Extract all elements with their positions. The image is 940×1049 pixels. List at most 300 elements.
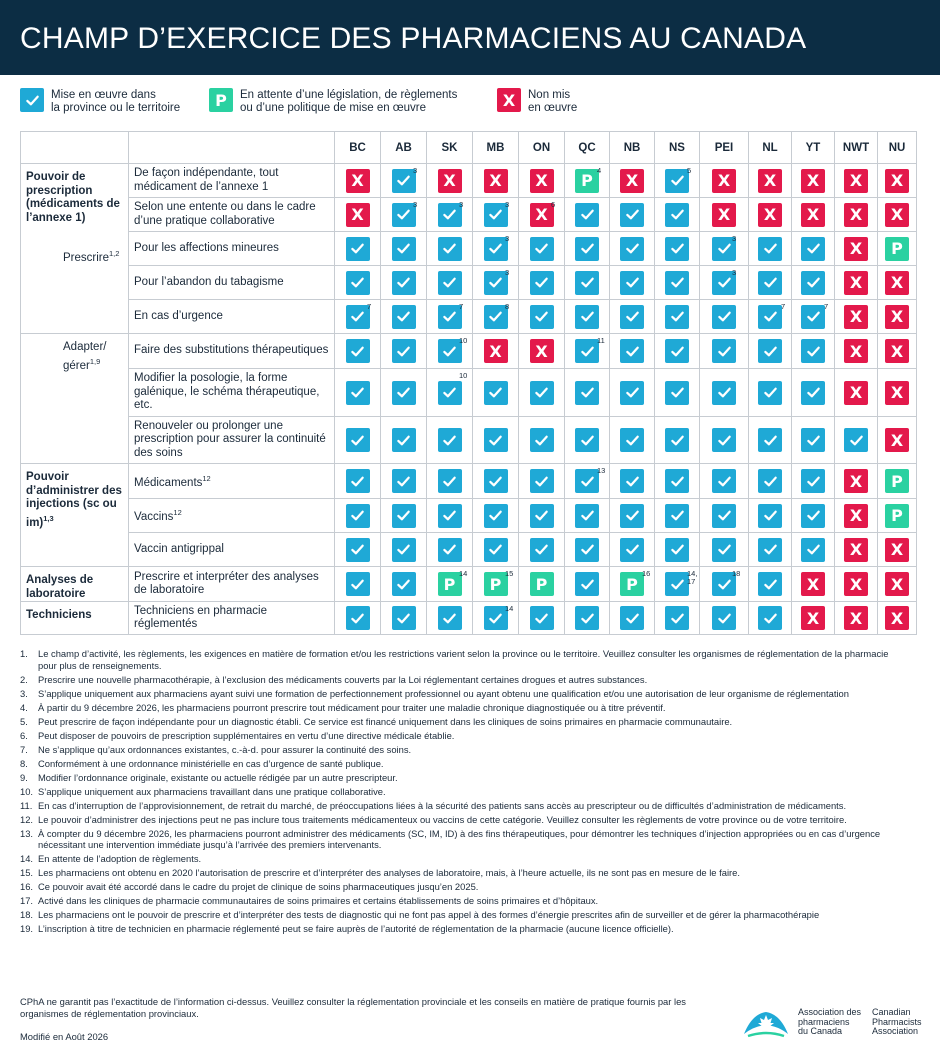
checkmark-icon — [844, 428, 868, 452]
footnote-ref: 3 — [413, 200, 418, 209]
footnote-number: 5. — [20, 715, 28, 727]
footnote-ref: 4 — [597, 166, 602, 175]
checkmark-icon — [758, 504, 782, 528]
checkmark-icon — [801, 504, 825, 528]
status-cell-pei — [700, 369, 749, 417]
x-icon: X — [844, 237, 868, 261]
status-cell-pei — [700, 232, 749, 266]
category-label: Techniciens — [26, 609, 92, 621]
x-icon: X — [844, 572, 868, 596]
footnote-number: 13. — [20, 827, 34, 839]
checkmark-icon — [665, 428, 689, 452]
status-cell-nu — [878, 602, 917, 635]
footnote-text: En attente de l’adoption de règlements. — [38, 853, 202, 864]
row-label-text: Pour les affections mineures — [134, 241, 279, 254]
status-cell-pei — [700, 164, 749, 198]
footnote-ref: 10 — [459, 336, 468, 345]
footnote-text: Prescrire une nouvelle pharmacothérapie, à l’exclusion des médicaments couverts par la Loi réglementant certaines drogues et autres substances. — [38, 673, 648, 685]
row-label — [129, 369, 335, 417]
category-label: Prescrire — [63, 251, 110, 264]
checkmark-icon — [346, 381, 370, 405]
footnote-number: 17. — [20, 895, 34, 906]
checkmark-icon — [801, 305, 825, 329]
footnote-text: Conformément à une ordonnance ministérielle en cas d’urgence de santé publique. — [38, 757, 384, 769]
status-cell-on — [519, 198, 565, 232]
status-cell-nb — [610, 300, 655, 334]
status-cell-bc — [335, 334, 381, 369]
status-cell-on — [519, 499, 565, 533]
status-cell-nwt — [835, 334, 878, 369]
modified-date: Modifié en Août 2026 — [20, 1031, 109, 1042]
footnote-ref: 3 — [732, 268, 737, 277]
checkmark-icon — [575, 469, 599, 493]
row-label-text: Renouveler ou prolonger une prescription pour assurer la continuité des soins — [134, 419, 326, 459]
x-icon: X — [885, 381, 909, 405]
checkmark-icon — [801, 381, 825, 405]
checkmark-icon — [758, 572, 782, 596]
status-cell-ns — [655, 567, 700, 602]
checkmark-icon — [620, 339, 644, 363]
table-row — [21, 334, 917, 369]
checkmark-icon — [575, 572, 599, 596]
status-cell-nwt — [835, 232, 878, 266]
footnote-item — [20, 758, 900, 770]
checkmark-icon — [484, 606, 508, 630]
row-label — [129, 567, 335, 602]
status-cell-nu — [878, 533, 917, 567]
status-cell-nb — [610, 369, 655, 417]
checkmark-icon — [801, 428, 825, 452]
checkmark-icon — [801, 339, 825, 363]
status-cell-ns — [655, 499, 700, 533]
status-cell-sk — [427, 232, 473, 266]
status-cell-nl — [749, 533, 792, 567]
footnote-number: 19. — [20, 923, 34, 934]
legend-not-implemented — [497, 88, 577, 115]
checkmark-icon — [392, 504, 416, 528]
footnote-item — [20, 772, 900, 784]
header-row — [21, 132, 917, 164]
table-row — [21, 499, 917, 533]
row-label-text: Modifier la posologie, la forme galénique, le schéma thérapeutique, etc. — [134, 372, 320, 412]
status-cell-nu — [878, 464, 917, 499]
status-cell-qc — [565, 369, 610, 417]
footnote-item — [20, 730, 900, 742]
checkmark-icon — [665, 305, 689, 329]
footnote-ref: 3 — [505, 234, 510, 243]
p-icon: P — [484, 572, 508, 596]
footnotes — [20, 648, 900, 937]
status-cell-nwt — [835, 300, 878, 334]
status-cell-yt — [792, 300, 835, 334]
footnote-item — [20, 744, 900, 756]
status-cell-nwt — [835, 417, 878, 464]
checkmark-icon — [484, 381, 508, 405]
footnote-text: Peut prescrire de façon indépendante pour un diagnostic établi. Ce service est financé uniquement dans les cliniques de soins primaires en pharmacie communautaire. — [38, 715, 733, 727]
status-cell-ab — [381, 369, 427, 417]
footnote-number: 4. — [20, 701, 28, 713]
status-cell-mb — [473, 198, 519, 232]
category-injection — [21, 464, 129, 567]
status-cell-qc — [565, 164, 610, 198]
status-cell-mb — [473, 417, 519, 464]
checkmark-icon — [665, 538, 689, 562]
checkmark-icon — [438, 302, 464, 329]
status-cell-ab — [381, 266, 427, 300]
checkmark-icon — [346, 606, 370, 630]
legend-pending-label: En attente d’une législation, de règlements ou d’une politique de mise en œuvre — [240, 89, 458, 114]
footnote-item — [20, 814, 900, 826]
status-cell-bc — [335, 369, 381, 417]
row-label — [129, 334, 335, 369]
status-cell-nb — [610, 567, 655, 602]
status-cell-yt — [792, 533, 835, 567]
status-cell-nb — [610, 464, 655, 499]
row-label — [129, 417, 335, 464]
category-technicians — [21, 602, 129, 635]
x-icon: X — [801, 169, 825, 193]
x-icon: X — [801, 203, 825, 227]
status-cell-pei — [700, 334, 749, 369]
x-icon: X — [844, 203, 868, 227]
checkmark-icon — [665, 166, 692, 193]
x-icon: X — [530, 203, 554, 227]
checkmark-icon — [712, 538, 736, 562]
table-row — [21, 567, 917, 602]
row-label-text: En cas d’urgence — [134, 309, 223, 322]
row-label — [129, 300, 335, 334]
x-icon: X — [438, 169, 462, 193]
checkmark-icon — [758, 339, 782, 363]
checkmark-icon — [712, 428, 736, 452]
checkmark-icon — [484, 268, 510, 295]
checkmark-icon — [392, 381, 416, 405]
footnote-ref: 3 — [505, 268, 510, 277]
page-title: CHAMP D’EXERCICE DES PHARMACIENS AU CANADA — [20, 22, 807, 55]
footnote-ref: 12 — [202, 473, 211, 483]
footnote-text: Modifier l’ordonnance originale, existante ou actuelle rédigée par un autre prescripteur. — [38, 771, 398, 783]
status-cell-nb — [610, 198, 655, 232]
status-cell-nl — [749, 198, 792, 232]
footnote-number: 18. — [20, 909, 34, 920]
header-nu: NU — [878, 132, 917, 164]
checkmark-icon — [438, 428, 462, 452]
checkmark-icon — [758, 606, 782, 630]
footnote-item — [20, 923, 900, 935]
category-adapt — [21, 334, 129, 464]
checkmark-icon — [346, 504, 370, 528]
checkmark-icon — [758, 237, 782, 261]
footnote-number: 10. — [20, 785, 34, 797]
status-cell-bc — [335, 417, 381, 464]
status-cell-nu — [878, 232, 917, 266]
footnote-item — [20, 674, 900, 686]
x-icon: X — [885, 305, 909, 329]
status-cell-on — [519, 300, 565, 334]
status-cell-bc — [335, 533, 381, 567]
x-icon: X — [844, 381, 868, 405]
row-label-text: Faire des substitutions thérapeutiques — [134, 344, 329, 357]
checkmark-icon — [575, 428, 599, 452]
status-cell-on — [519, 417, 565, 464]
status-cell-bc — [335, 198, 381, 232]
checkmark-icon — [438, 504, 462, 528]
status-cell-ab — [381, 464, 427, 499]
checkmark-icon — [438, 469, 462, 493]
status-cell-sk — [427, 369, 473, 417]
status-cell-mb — [473, 232, 519, 266]
header-nl: NL — [749, 132, 792, 164]
footnote-ref: 3 — [732, 234, 737, 243]
status-cell-yt — [792, 464, 835, 499]
row-label — [129, 499, 335, 533]
status-cell-pei — [700, 266, 749, 300]
status-cell-mb — [473, 602, 519, 635]
status-cell-bc — [335, 499, 381, 533]
footnote-item — [20, 853, 900, 865]
status-cell-sk — [427, 417, 473, 464]
status-cell-nwt — [835, 164, 878, 198]
status-cell-nl — [749, 499, 792, 533]
status-cell-qc — [565, 198, 610, 232]
checkmark-icon — [530, 271, 554, 295]
footnote-ref: 5 — [687, 166, 692, 175]
x-icon: X — [844, 504, 868, 528]
footnote-number: 11. — [20, 799, 33, 811]
status-cell-sk — [427, 567, 473, 602]
p-icon: P — [885, 237, 909, 261]
checkmark-icon — [575, 271, 599, 295]
x-icon: X — [885, 203, 909, 227]
checkmark-icon — [438, 538, 462, 562]
checkmark-icon — [392, 428, 416, 452]
status-cell-ns — [655, 334, 700, 369]
checkmark-icon — [392, 572, 416, 596]
footnote-item — [20, 716, 900, 728]
header-blank — [129, 132, 335, 164]
x-icon: X — [758, 203, 782, 227]
checkmark-icon — [620, 606, 644, 630]
status-cell-on — [519, 369, 565, 417]
x-icon: X — [346, 169, 370, 193]
status-cell-nwt — [835, 533, 878, 567]
checkmark-icon — [665, 606, 689, 630]
p-icon: P — [885, 469, 909, 493]
table-row — [21, 232, 917, 266]
footnote-number: 9. — [20, 771, 28, 783]
status-cell-ab — [381, 198, 427, 232]
x-icon: X — [712, 169, 736, 193]
p-icon: P — [530, 572, 554, 596]
checkmark-icon — [758, 305, 782, 329]
logo-text-fr: Association des pharmaciens du Canada — [798, 1007, 862, 1036]
legend-implemented-label: Mise en œuvre dans la province ou le territoire — [51, 89, 181, 114]
checkmark-icon — [392, 606, 416, 630]
header-pei: PEI — [700, 132, 749, 164]
header-on: ON — [519, 132, 565, 164]
footnote-ref: 7 — [781, 302, 786, 311]
checkmark-icon — [392, 469, 416, 493]
table-row — [21, 602, 917, 635]
status-cell-bc — [335, 464, 381, 499]
footnote-ref: 1,3 — [43, 513, 54, 523]
checkmark-icon — [620, 237, 644, 261]
status-cell-ab — [381, 567, 427, 602]
status-cell-qc — [565, 417, 610, 464]
checkmark-icon — [346, 469, 370, 493]
x-icon: X — [530, 169, 554, 193]
checkmark-icon — [484, 428, 508, 452]
x-icon: X — [844, 606, 868, 630]
checkmark-icon — [620, 203, 644, 227]
footnote-ref: 6 — [551, 200, 556, 209]
row-label-text: Vaccin antigrippal — [134, 542, 224, 555]
status-cell-on — [519, 567, 565, 602]
cpha-logo — [742, 1008, 922, 1042]
status-cell-ns — [655, 164, 700, 198]
status-cell-nl — [749, 300, 792, 334]
status-cell-pei — [700, 499, 749, 533]
checkmark-icon — [665, 237, 689, 261]
checkmark-icon — [801, 237, 825, 261]
checkmark-icon — [665, 339, 689, 363]
footnote-ref: 7 — [824, 302, 829, 311]
category-label: Adapter/ gérer — [63, 341, 107, 372]
row-label-text: Selon une entente ou dans le cadre d’une pratique collaborative — [134, 201, 316, 227]
footnote-number: 14. — [20, 853, 34, 864]
footnote-item — [20, 702, 900, 714]
checkmark-icon — [484, 302, 510, 329]
x-icon: X — [484, 339, 508, 363]
status-cell-ns — [655, 300, 700, 334]
header-nwt: NWT — [835, 132, 878, 164]
category-lab — [21, 567, 129, 602]
footnote-ref: 13 — [597, 466, 606, 475]
status-cell-ns — [655, 464, 700, 499]
status-cell-nl — [749, 567, 792, 602]
status-cell-mb — [473, 334, 519, 369]
status-cell-sk — [427, 533, 473, 567]
header-qc: QC — [565, 132, 610, 164]
p-icon: P — [438, 572, 462, 596]
x-icon: X — [844, 339, 868, 363]
header-ns: NS — [655, 132, 700, 164]
status-cell-mb — [473, 266, 519, 300]
status-cell-ab — [381, 602, 427, 635]
checkmark-icon — [530, 305, 554, 329]
status-cell-nl — [749, 417, 792, 464]
checkmark-icon — [20, 88, 44, 112]
footnote-number: 8. — [20, 757, 28, 769]
status-cell-ns — [655, 266, 700, 300]
checkmark-icon — [665, 504, 689, 528]
checkmark-icon — [575, 203, 599, 227]
footnote-text: Le champ d’activité, les règlements, les exigences en matière de formation et/ou les restrictions varient selon la province ou le territoire. Veuillez consulter les organismes de réglementation de la pharmacie pour plus de renseignements. — [38, 648, 889, 671]
footnote-text: Peut disposer de pouvoirs de prescription supplémentaires en vertu d’une directive médicale établie. — [38, 729, 455, 741]
checkmark-icon — [665, 203, 689, 227]
header-blank — [21, 132, 129, 164]
status-cell-yt — [792, 602, 835, 635]
checkmark-icon — [712, 339, 736, 363]
status-cell-on — [519, 164, 565, 198]
status-cell-qc — [565, 567, 610, 602]
footnote-ref: 11 — [597, 336, 605, 345]
x-icon: X — [801, 606, 825, 630]
footnote-ref: 7 — [367, 302, 372, 311]
status-cell-sk — [427, 300, 473, 334]
table-row — [21, 266, 917, 300]
status-cell-mb — [473, 300, 519, 334]
checkmark-icon — [665, 572, 689, 596]
checkmark-icon — [484, 504, 508, 528]
status-cell-nb — [610, 602, 655, 635]
footnote-number: 3. — [20, 687, 28, 699]
footnote-ref: 3 — [413, 166, 418, 175]
subcategory-adapt — [26, 341, 116, 373]
status-cell-on — [519, 464, 565, 499]
checkmark-icon — [392, 166, 418, 193]
status-cell-yt — [792, 164, 835, 198]
checkmark-icon — [801, 469, 825, 493]
footnote-ref: 8 — [505, 302, 510, 311]
p-icon: P — [209, 88, 233, 112]
footnote-item — [20, 786, 900, 798]
status-cell-mb — [473, 533, 519, 567]
x-icon: X — [801, 572, 825, 596]
checkmark-icon — [575, 305, 599, 329]
status-cell-bc — [335, 300, 381, 334]
footnote-ref: 1,9 — [89, 356, 101, 366]
status-cell-nwt — [835, 499, 878, 533]
table-row — [21, 300, 917, 334]
status-cell-nwt — [835, 567, 878, 602]
checkmark-icon — [392, 305, 416, 329]
status-cell-qc — [565, 499, 610, 533]
status-cell-on — [519, 232, 565, 266]
status-cell-pei — [700, 300, 749, 334]
status-cell-on — [519, 266, 565, 300]
footnote-text: Activé dans les cliniques de pharmacie communautaires de soins primaires et certains établissements de soins primaires et d’hôpitaux. — [38, 895, 599, 906]
status-cell-ns — [655, 369, 700, 417]
row-label — [129, 533, 335, 567]
row-label-text: Pour l’abandon du tabagisme — [134, 275, 284, 288]
status-cell-mb — [473, 464, 519, 499]
footnote-item — [20, 648, 900, 671]
footnote-text: Les pharmaciens ont obtenu en 2020 l’autorisation de prescrire et d’interpréter des analyses de laboratoire, mais, à l’heure actuelle, ils ne sont pas en mesure de le faire. — [38, 867, 740, 878]
checkmark-icon — [758, 271, 782, 295]
row-label-text: De façon indépendante, tout médicament de l’annexe 1 — [134, 167, 279, 193]
checkmark-icon — [575, 538, 599, 562]
status-cell-nl — [749, 602, 792, 635]
status-cell-ab — [381, 164, 427, 198]
checkmark-icon — [758, 538, 782, 562]
status-cell-qc — [565, 334, 610, 369]
checkmark-icon — [712, 504, 736, 528]
status-cell-ns — [655, 533, 700, 567]
footnote-text: S’applique uniquement aux pharmaciens travaillant dans une pratique collaborative. — [38, 785, 386, 797]
checkmark-icon — [346, 538, 370, 562]
status-cell-pei — [700, 567, 749, 602]
checkmark-icon — [392, 200, 418, 227]
row-label-text: Techniciens en pharmacie réglementés — [134, 604, 267, 630]
row-label-text: Prescrire et interpréter des analyses de laboratoire — [134, 570, 319, 596]
checkmark-icon — [712, 305, 736, 329]
footnote-ref: 18 — [732, 569, 741, 578]
status-cell-nl — [749, 266, 792, 300]
status-cell-nb — [610, 266, 655, 300]
checkmark-icon — [575, 504, 599, 528]
footnote-number: 1. — [20, 648, 28, 659]
